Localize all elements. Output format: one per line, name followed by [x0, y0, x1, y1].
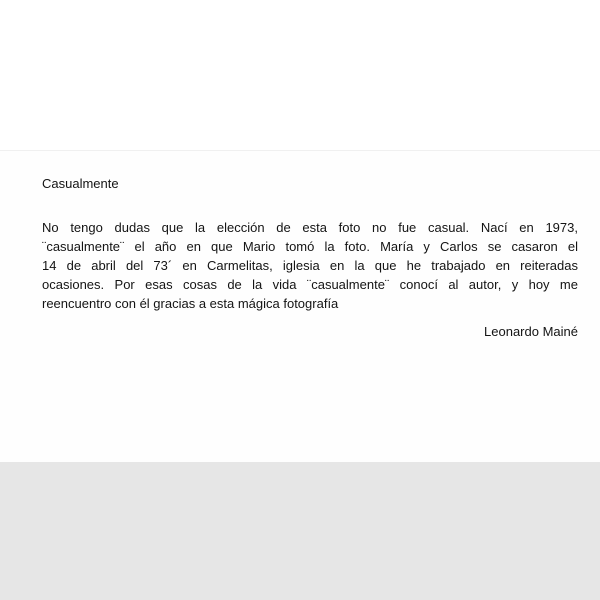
author-signature: Leonardo Mainé: [484, 324, 578, 339]
body-line: ocasiones. Por esas cosas de la vida ¨casualmente¨ conocí al autor, y hoy me: [42, 277, 578, 292]
background-surface: [0, 462, 600, 600]
body-line: 14 de abril del 73´ en Carmelitas, iglesia en la que he trabajado en reiteradas: [42, 258, 578, 273]
document-title: Casualmente: [42, 176, 119, 191]
body-line: reencuentro con él gracias a esta mágica fotografía: [42, 296, 339, 311]
body-line: ¨casualmente¨ el año en que Mario tomó la foto. María y Carlos se casaron el: [42, 239, 578, 254]
document-body: [42, 218, 578, 313]
body-line: No tengo dudas que la elección de esta foto no fue casual. Nací en 1973,: [42, 220, 578, 235]
